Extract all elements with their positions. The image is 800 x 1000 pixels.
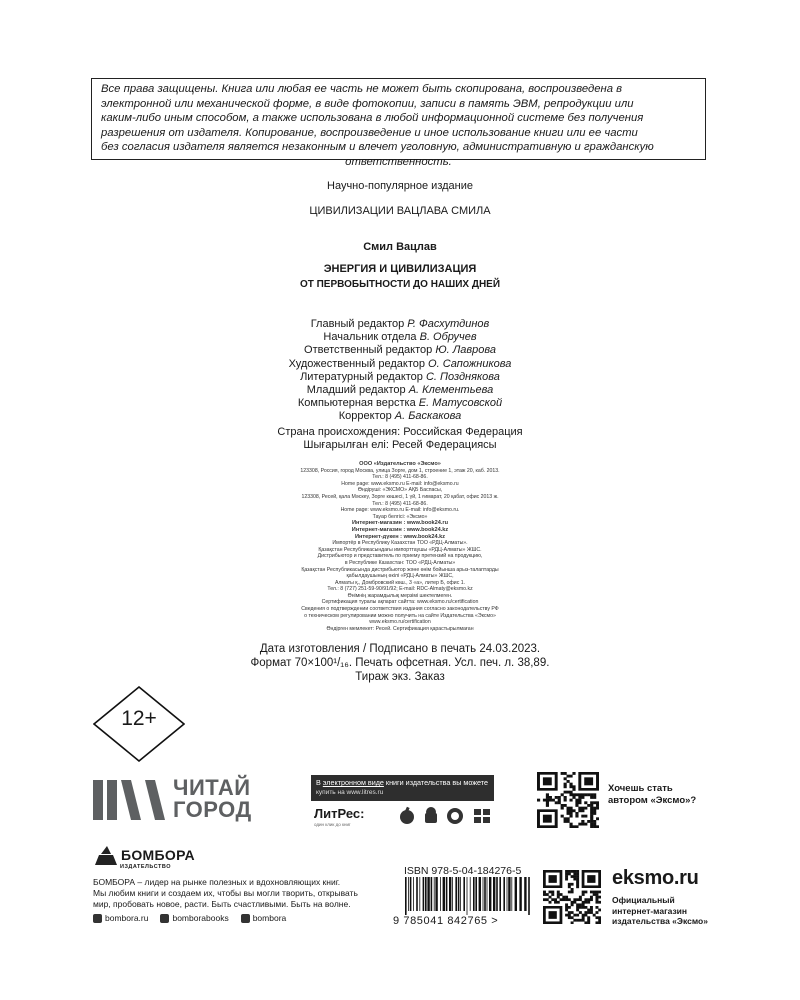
copyright-line: каким-либо иным способом, а также использована в любой информационной системе без получения xyxy=(101,112,644,125)
publisher-info-line: 123308, Россия, город Москва, улица Зорге, дом 1, строение 1, этаж 20, каб. 2013. xyxy=(300,467,500,474)
country-of-origin: Страна происхождения: Российская Федерация Шығарылған елі: Ресей Федерациясы xyxy=(277,426,523,452)
android-icon xyxy=(425,807,437,823)
copyright-line: электронной или механической форме, в виде фотокопии, записи в память ЭВМ, репродукции или xyxy=(101,97,634,110)
barcode-icon xyxy=(403,877,531,915)
publisher-info-line: Импортёр в Республику Казахстан ТОО «РДЦ-Алматы». xyxy=(332,540,468,547)
telegram-icon xyxy=(241,914,250,923)
publisher-info-line: ООО «Издательство «Эксмо» xyxy=(359,461,441,467)
age-rating: 12+ xyxy=(121,707,157,730)
publisher-info-line: Home page: www.eksmo.ru E-mail: info@eksmo.ru. xyxy=(340,507,460,514)
credit-line: Литературный редактор С. Позднякова xyxy=(300,370,500,383)
credit-line: Начальник отдела В. Обручев xyxy=(323,331,477,344)
credit-line: Корректор А. Баскакова xyxy=(338,410,462,423)
bombora-logo: БОМБОРА xyxy=(121,847,195,863)
publisher-info-line: қабылдаушының өкілі «РДЦ-Алматы» ЖШС, xyxy=(346,573,454,580)
litres-logo: ЛитРес: xyxy=(314,806,365,821)
copyright-line: разрешения от издателя. Копирование, воспроизведение и иное использование книги или ее части xyxy=(101,126,638,139)
qr-code-icon xyxy=(543,870,601,924)
publisher-info-line: Сведения о подтверждении соответствия издания согласно законодательству РФ xyxy=(301,606,499,613)
globe-icon xyxy=(93,914,102,923)
publisher-info-line: 123308, Ресей, қала Мәскеу, Зорге көшесі, 1 үй, 1 ғимарат, 20 қабат, офис 2013 ж. xyxy=(301,493,499,500)
social-link[interactable]: bombora xyxy=(241,913,287,923)
credit-line: Компьютерная верстка Е. Матусовской xyxy=(297,397,503,410)
publisher-info-line: в Республике Казахстан: ТОО «РДЦ-Алматы» xyxy=(344,559,456,566)
print-info: Дата изготовления / Подписано в печать 24.03.2023. Формат 70×100¹/₁₆. Печать офсетная. Усл. печ. л. 38,89. Тираж экз. Заказ xyxy=(250,643,550,683)
book-author: Смил Вацлав xyxy=(363,241,437,253)
publisher-info-line: Өндірген мемлекет: Ресей. Сертификация қарастырылмаған xyxy=(326,625,474,632)
book-subtitle: ОТ ПЕРВОБЫТНОСТИ ДО НАШИХ ДНЕЙ xyxy=(299,279,501,290)
eksmo-description: Официальный интернет-магазин издательства «Эксмо» xyxy=(612,895,708,926)
isbn: ISBN 978-5-04-184276-5 xyxy=(404,865,522,877)
publisher-info-line: Интернет-дүкен : www.book24.kz xyxy=(354,533,446,540)
publisher-info-line: Тел.: 8 (727) 251-59-90/91/92; E-mail: RDC-Almaty@eksmo.kz xyxy=(327,586,473,593)
publisher-info-line: Өнімнің жарамдылық мерзімі шектелмеген. xyxy=(347,592,453,599)
publisher-info-line: Интернет-магазин : www.book24.ru xyxy=(351,520,449,527)
app-store-icons xyxy=(398,806,493,826)
windows-phone-icon xyxy=(447,808,463,824)
publisher-info-line: Тел.: 8 (495) 411-68-86. xyxy=(372,500,428,507)
bombora-description: БОМБОРА – лидер на рынке полезных и вдохновляющих книг. Мы любим книги и создаем их, чтобы вы могли творить, открывать мир, пробовать новое, расти. Быть счастливыми. Быть на волне. xyxy=(93,877,358,909)
publisher-info-line: Интернет-магазин : www.book24.kz xyxy=(351,526,449,533)
windows-icon xyxy=(474,809,490,823)
publisher-info-line: www.eksmo.ru/certification xyxy=(369,619,431,626)
social-link[interactable]: bombora.ru xyxy=(93,913,148,923)
edition-type: Научно-популярное издание xyxy=(327,180,473,192)
bombora-logo-icon xyxy=(93,843,119,867)
qr-code-icon xyxy=(537,772,599,828)
litres-url: купить на www.litres.ru xyxy=(316,789,384,796)
publisher-info-line: Қазақстан Республикасында дистрибьютор және өнім бойынша арыз-талаптарды xyxy=(301,566,499,573)
publisher-info-line: Сертификация туралы ақпарат сайтта: www.eksmo.ru/certification xyxy=(321,599,479,606)
publisher-info-line: Тел.: 8 (495) 411-68-86. xyxy=(372,474,428,481)
copyright-line: без согласия издателя является незаконным и влечет уголовную, административную и гражданскую xyxy=(101,141,654,154)
publisher-info-line: Өндіруші: «ЭКСМО» АҚБ Баспасы, xyxy=(357,487,443,494)
chitai-gorod-logo: ЧИТАЙ ГОРОД xyxy=(173,775,252,822)
copyright-line: ответственность. xyxy=(345,155,452,168)
publisher-info xyxy=(0,461,800,632)
publisher-info-line: Тауар белгісі: «Эксмо» xyxy=(372,513,428,520)
barcode-digits: 9 785041 842765 > xyxy=(393,915,499,927)
author-cta: Хочешь стать автором «Эксмо»? xyxy=(608,783,697,806)
series-title: ЦИВИЛИЗАЦИИ ВАЦЛАВА СМИЛА xyxy=(309,205,491,217)
credit-line: Ответственный редактор Ю. Лаврова xyxy=(304,344,496,357)
social-links xyxy=(93,913,286,923)
eksmo-site: eksmo.ru xyxy=(612,867,699,889)
litres-text: В электронном виде книги издательства вы можете xyxy=(316,778,489,787)
apple-icon xyxy=(400,807,414,824)
credits-list xyxy=(0,318,800,424)
credit-line: Главный редактор Р. Фасхутдинов xyxy=(310,318,490,330)
publisher-info-line: Home page: www.eksmo.ru E-mail: info@eksmo.ru xyxy=(341,480,459,487)
publisher-info-line: Қазақстан Республикасындағы импорттаушы «РДЦ-Алматы» ЖШС. xyxy=(318,546,482,553)
vk-icon xyxy=(160,914,169,923)
copyright-line: Все права защищены. Книга или любая ее часть не может быть скопирована, воспроизведена в xyxy=(101,83,623,95)
book-title: ЭНЕРГИЯ И ЦИВИЛИЗАЦИЯ xyxy=(323,263,477,275)
bombora-subtitle: ИЗДАТЕЛЬСТВО xyxy=(120,864,172,870)
publisher-info-line: о техническом регулировании можно получить на сайте Издательства «Эксмо» xyxy=(304,612,496,619)
publisher-info-line: Дистрибьютор и представитель по приему претензий на продукцию, xyxy=(317,553,483,560)
social-link[interactable]: bomborabooks xyxy=(160,913,228,923)
copyright-notice xyxy=(91,78,706,168)
litres-tagline: один клик до книг xyxy=(314,822,351,827)
credit-line: Младший редактор А. Клементьева xyxy=(306,384,494,397)
publisher-info-line: Алматы қ., Домбровский көш., 3 «а», литер Б, офис 1. xyxy=(334,579,466,586)
credit-line: Художественный редактор О. Сапожникова xyxy=(288,357,512,370)
